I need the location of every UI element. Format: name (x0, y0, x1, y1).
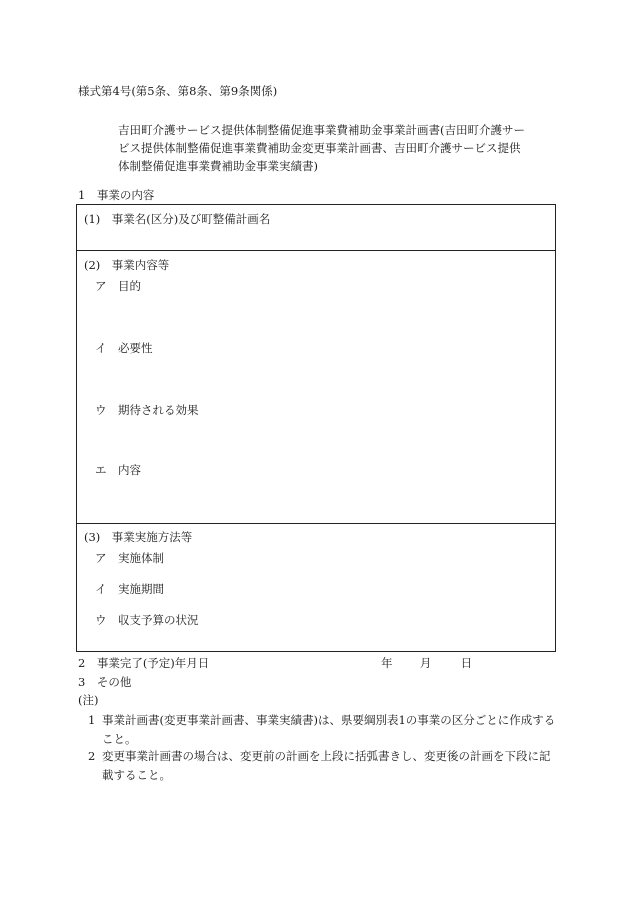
item3-period: イ 実施期間 (95, 582, 164, 596)
document-title: 吉田町介護サービス提供体制整備促進事業費補助金事業計画書(吉田町介護サービス提供体制整備促進事業費補助金変更事業計画書、吉田町介護サービス提供体制整備促進事業費補助金事業実績書) (118, 123, 525, 173)
item2-expected-effect: ウ 期待される効果 (95, 403, 199, 417)
item2-heading: (2) 事業内容等 (84, 258, 170, 272)
note-number: 2 (88, 749, 96, 763)
item3-heading: (3) 事業実施方法等 (84, 530, 193, 544)
note-text: 変更事業計画書の場合は、変更前の計画を上段に括弧書きし、変更後の計画を下段に記載すること。 (102, 749, 551, 782)
note-number: 1 (88, 713, 96, 727)
item2-box (76, 250, 556, 524)
note-item (88, 711, 558, 749)
date-year: 年 (381, 656, 393, 670)
note-text: 事業計画書(変更事業計画書、事業実績書)は、県要綱別表1の事業の区分ごとに作成すること。 (102, 713, 556, 746)
section1-heading: 1 事業の内容 (78, 188, 155, 202)
item2-content: エ 内容 (95, 463, 141, 477)
date-month: 月 (419, 656, 432, 670)
item2-purpose: ア 目的 (95, 279, 141, 293)
item3-box (76, 523, 556, 652)
item3-budget: ウ 収支予算の状況 (95, 613, 199, 627)
item1-label: (1) 事業名(区分)及び町整備計画名 (84, 212, 271, 226)
date-day: 日 (460, 656, 473, 670)
note-item (88, 747, 558, 785)
section2-label: 2 事業完了(予定)年月日 (78, 656, 210, 670)
item3-structure: ア 実施体制 (95, 551, 164, 565)
notes-heading: (注) (78, 693, 99, 707)
form-number: 様式第4号(第5条、第8条、第9条関係) (78, 84, 278, 98)
item1-box (76, 204, 556, 251)
section3-label: 3 その他 (78, 675, 132, 689)
completion-date (381, 655, 472, 671)
item2-necessity: イ 必要性 (95, 341, 153, 355)
